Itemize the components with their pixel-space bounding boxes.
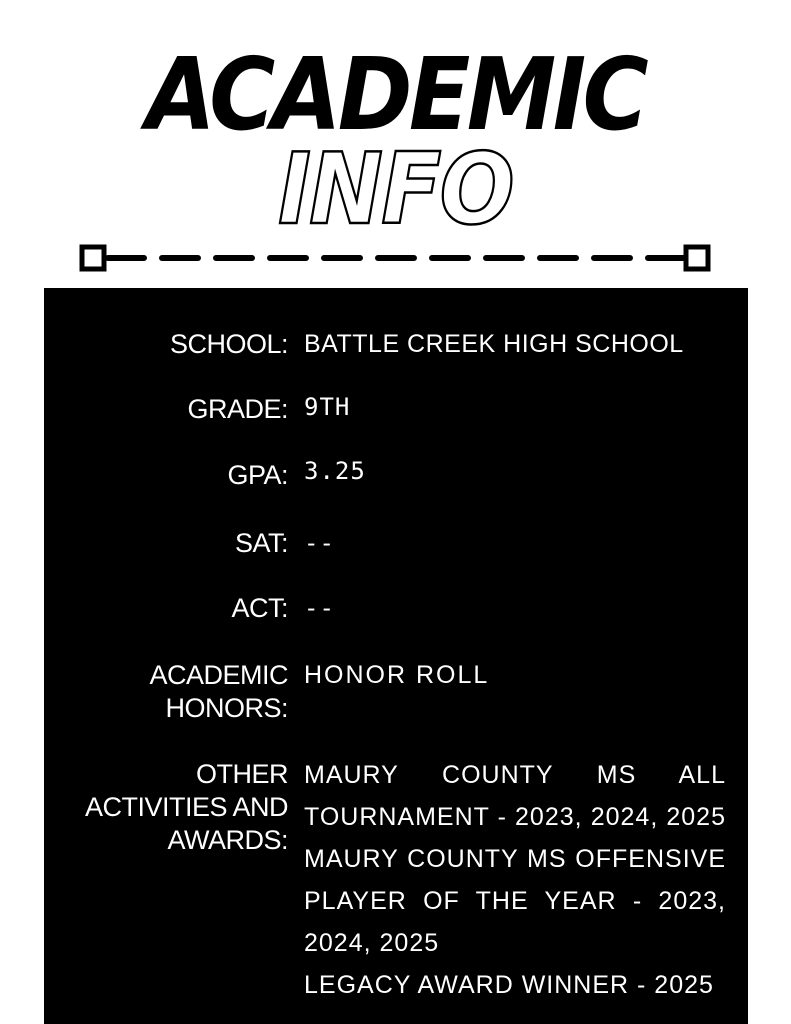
activity-line: LEGACY AWARD WINNER - 2025 <box>304 971 714 999</box>
gpa-label: GPA: <box>227 460 288 490</box>
divider-left-square <box>82 247 104 269</box>
dashed-divider <box>78 240 714 276</box>
activity-line: TOURNAMENT - 2023, 2024, 2025 <box>304 803 726 831</box>
activity-line: MAURY COUNTY MS ALL <box>304 761 726 789</box>
school-value: BATTLE CREEK HIGH SCHOOL <box>304 330 684 358</box>
honors-label-line2: HONORS: <box>165 693 288 723</box>
academic-info-panel <box>44 288 748 1024</box>
grade-label: GRADE: <box>187 394 288 424</box>
act-value: -- <box>304 594 335 622</box>
sat-label: SAT: <box>234 528 288 558</box>
title-info: INFO <box>278 133 513 247</box>
grade-value: 9TH <box>304 393 351 421</box>
school-label: SCHOOL: <box>169 329 288 359</box>
activity-line: MAURY COUNTY MS OFFENSIVE <box>304 845 726 873</box>
activity-line: PLAYER OF THE YEAR - 2023, <box>304 887 726 915</box>
activities-label-line3: AWARDS: <box>167 825 288 855</box>
sat-value: -- <box>304 529 335 557</box>
title-academic: ACADEMIC <box>145 36 646 153</box>
activities-label-line1: OTHER <box>196 759 288 789</box>
activity-line: 2024, 2025 <box>304 929 440 957</box>
activities-label-line2: ACTIVITIES AND <box>84 792 288 822</box>
act-label: ACT: <box>231 593 288 623</box>
honors-label <box>44 659 288 725</box>
honors-label-line1: ACADEMIC <box>149 660 288 690</box>
activities-value <box>304 754 726 1006</box>
divider-right-square <box>686 247 708 269</box>
gpa-value: 3.25 <box>304 457 366 485</box>
honors-value: HONOR ROLL <box>304 661 490 689</box>
activities-label <box>44 758 288 857</box>
